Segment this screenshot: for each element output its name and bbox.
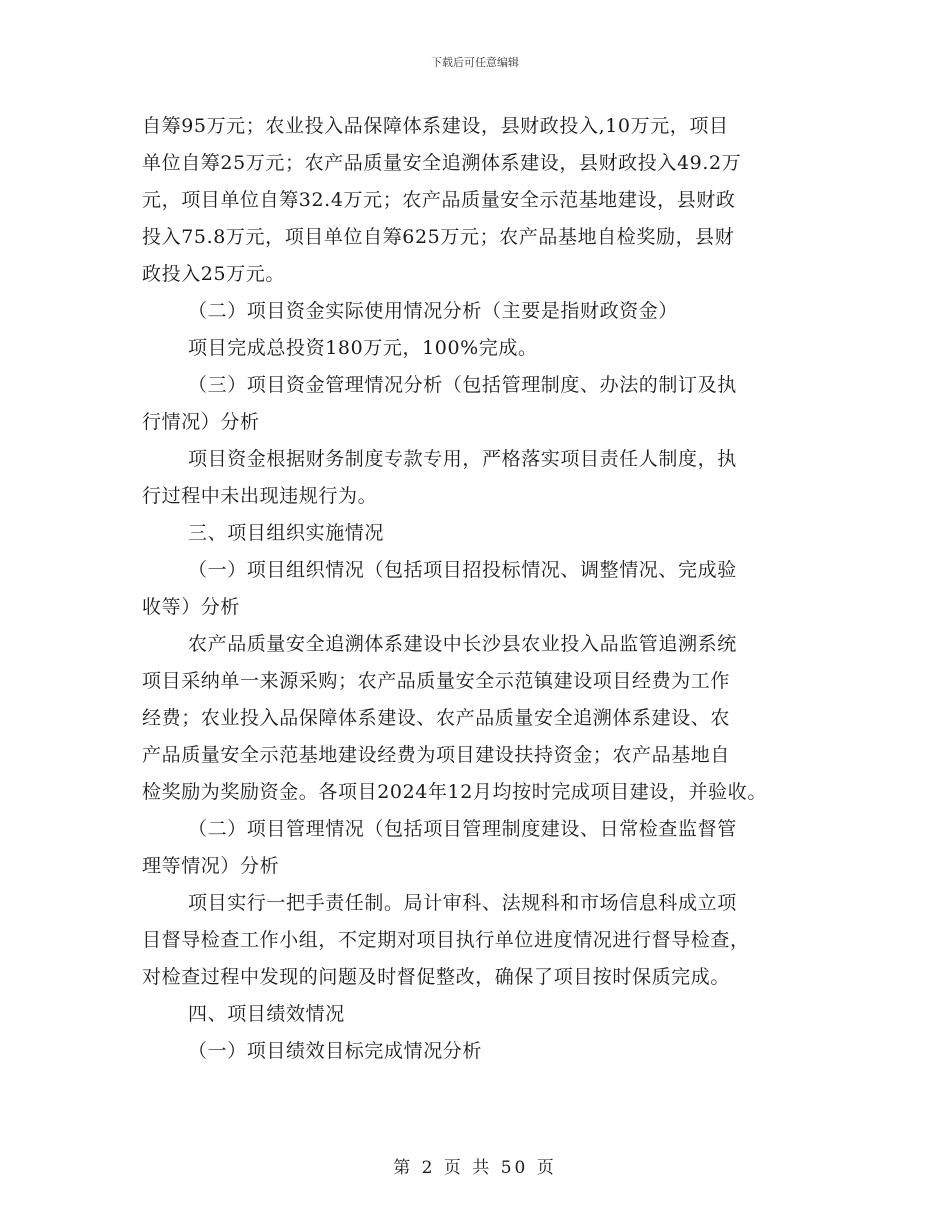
text-line: 检奖励为奖励资金。各项目2024年12月均按时完成项目建设，并验收。 xyxy=(142,781,767,803)
text-line: 对检查过程中发现的问题及时督促整改，确保了项目按时保质完成。 xyxy=(142,966,731,988)
text-line: 项目完成总投资180万元，100%完成。 xyxy=(188,337,538,359)
document-body xyxy=(142,108,832,1070)
text-line: 项目实行一把手责任制。局计审科、法规科和市场信息科成立项 xyxy=(188,892,737,914)
page-footer: 第 2 页 共 50 页 xyxy=(393,1158,557,1178)
section-heading: （二）项目资金实际使用情况分析（主要是指财政资金） xyxy=(188,300,679,322)
chapter-heading: 四、项目绩效情况 xyxy=(188,1003,345,1025)
text-line: 农产品质量安全追溯体系建设中长沙县农业投入品监管追溯系统 xyxy=(188,633,737,655)
section-heading: （一）项目绩效目标完成情况分析 xyxy=(188,1040,483,1062)
text-line: 元，项目单位自筹32.4万元；农产品质量安全示范基地建设，县财政 xyxy=(142,189,736,211)
section-heading: （一）项目组织情况（包括项目招投标情况、调整情况、完成验 xyxy=(188,559,737,581)
text-line: 产品质量安全示范基地建设经费为项目建设扶持资金；农产品基地自 xyxy=(142,744,731,766)
text-line: 单位自筹25万元；农产品质量安全追溯体系建设，县财政投入49.2万 xyxy=(142,152,742,174)
section-heading-continued: 行情况）分析 xyxy=(142,411,260,433)
chapter-heading: 三、项目组织实施情况 xyxy=(188,522,385,544)
text-line: 政投入25万元。 xyxy=(142,263,285,285)
section-heading-continued: 收等）分析 xyxy=(142,596,241,618)
page-header: 下载后可任意编辑 xyxy=(431,56,519,69)
text-line: 经费；农业投入品保障体系建设、农产品质量安全追溯体系建设、农 xyxy=(142,707,731,729)
text-line: 目督导检查工作小组，不定期对项目执行单位进度情况进行督导检查， xyxy=(142,929,750,951)
text-line: 自筹95万元；农业投入品保障体系建设，县财政投入,10万元，项目 xyxy=(142,115,729,137)
text-line: 项目采纳单一来源采购；农产品质量安全示范镇建设项目经费为工作 xyxy=(142,670,731,692)
text-line: 行过程中未出现违规行为。 xyxy=(142,485,378,507)
section-heading-continued: 理等情况）分析 xyxy=(142,855,280,877)
section-heading: （三）项目资金管理情况分析（包括管理制度、办法的制订及执 xyxy=(188,374,737,396)
section-heading: （二）项目管理情况（包括项目管理制度建设、日常检查监督管 xyxy=(188,818,737,840)
text-line: 项目资金根据财务制度专款专用，严格落实项目责任人制度，执 xyxy=(188,448,737,470)
text-line: 投入75.8万元，项目单位自筹625万元；农产品基地自检奖励，县财 xyxy=(142,226,735,248)
